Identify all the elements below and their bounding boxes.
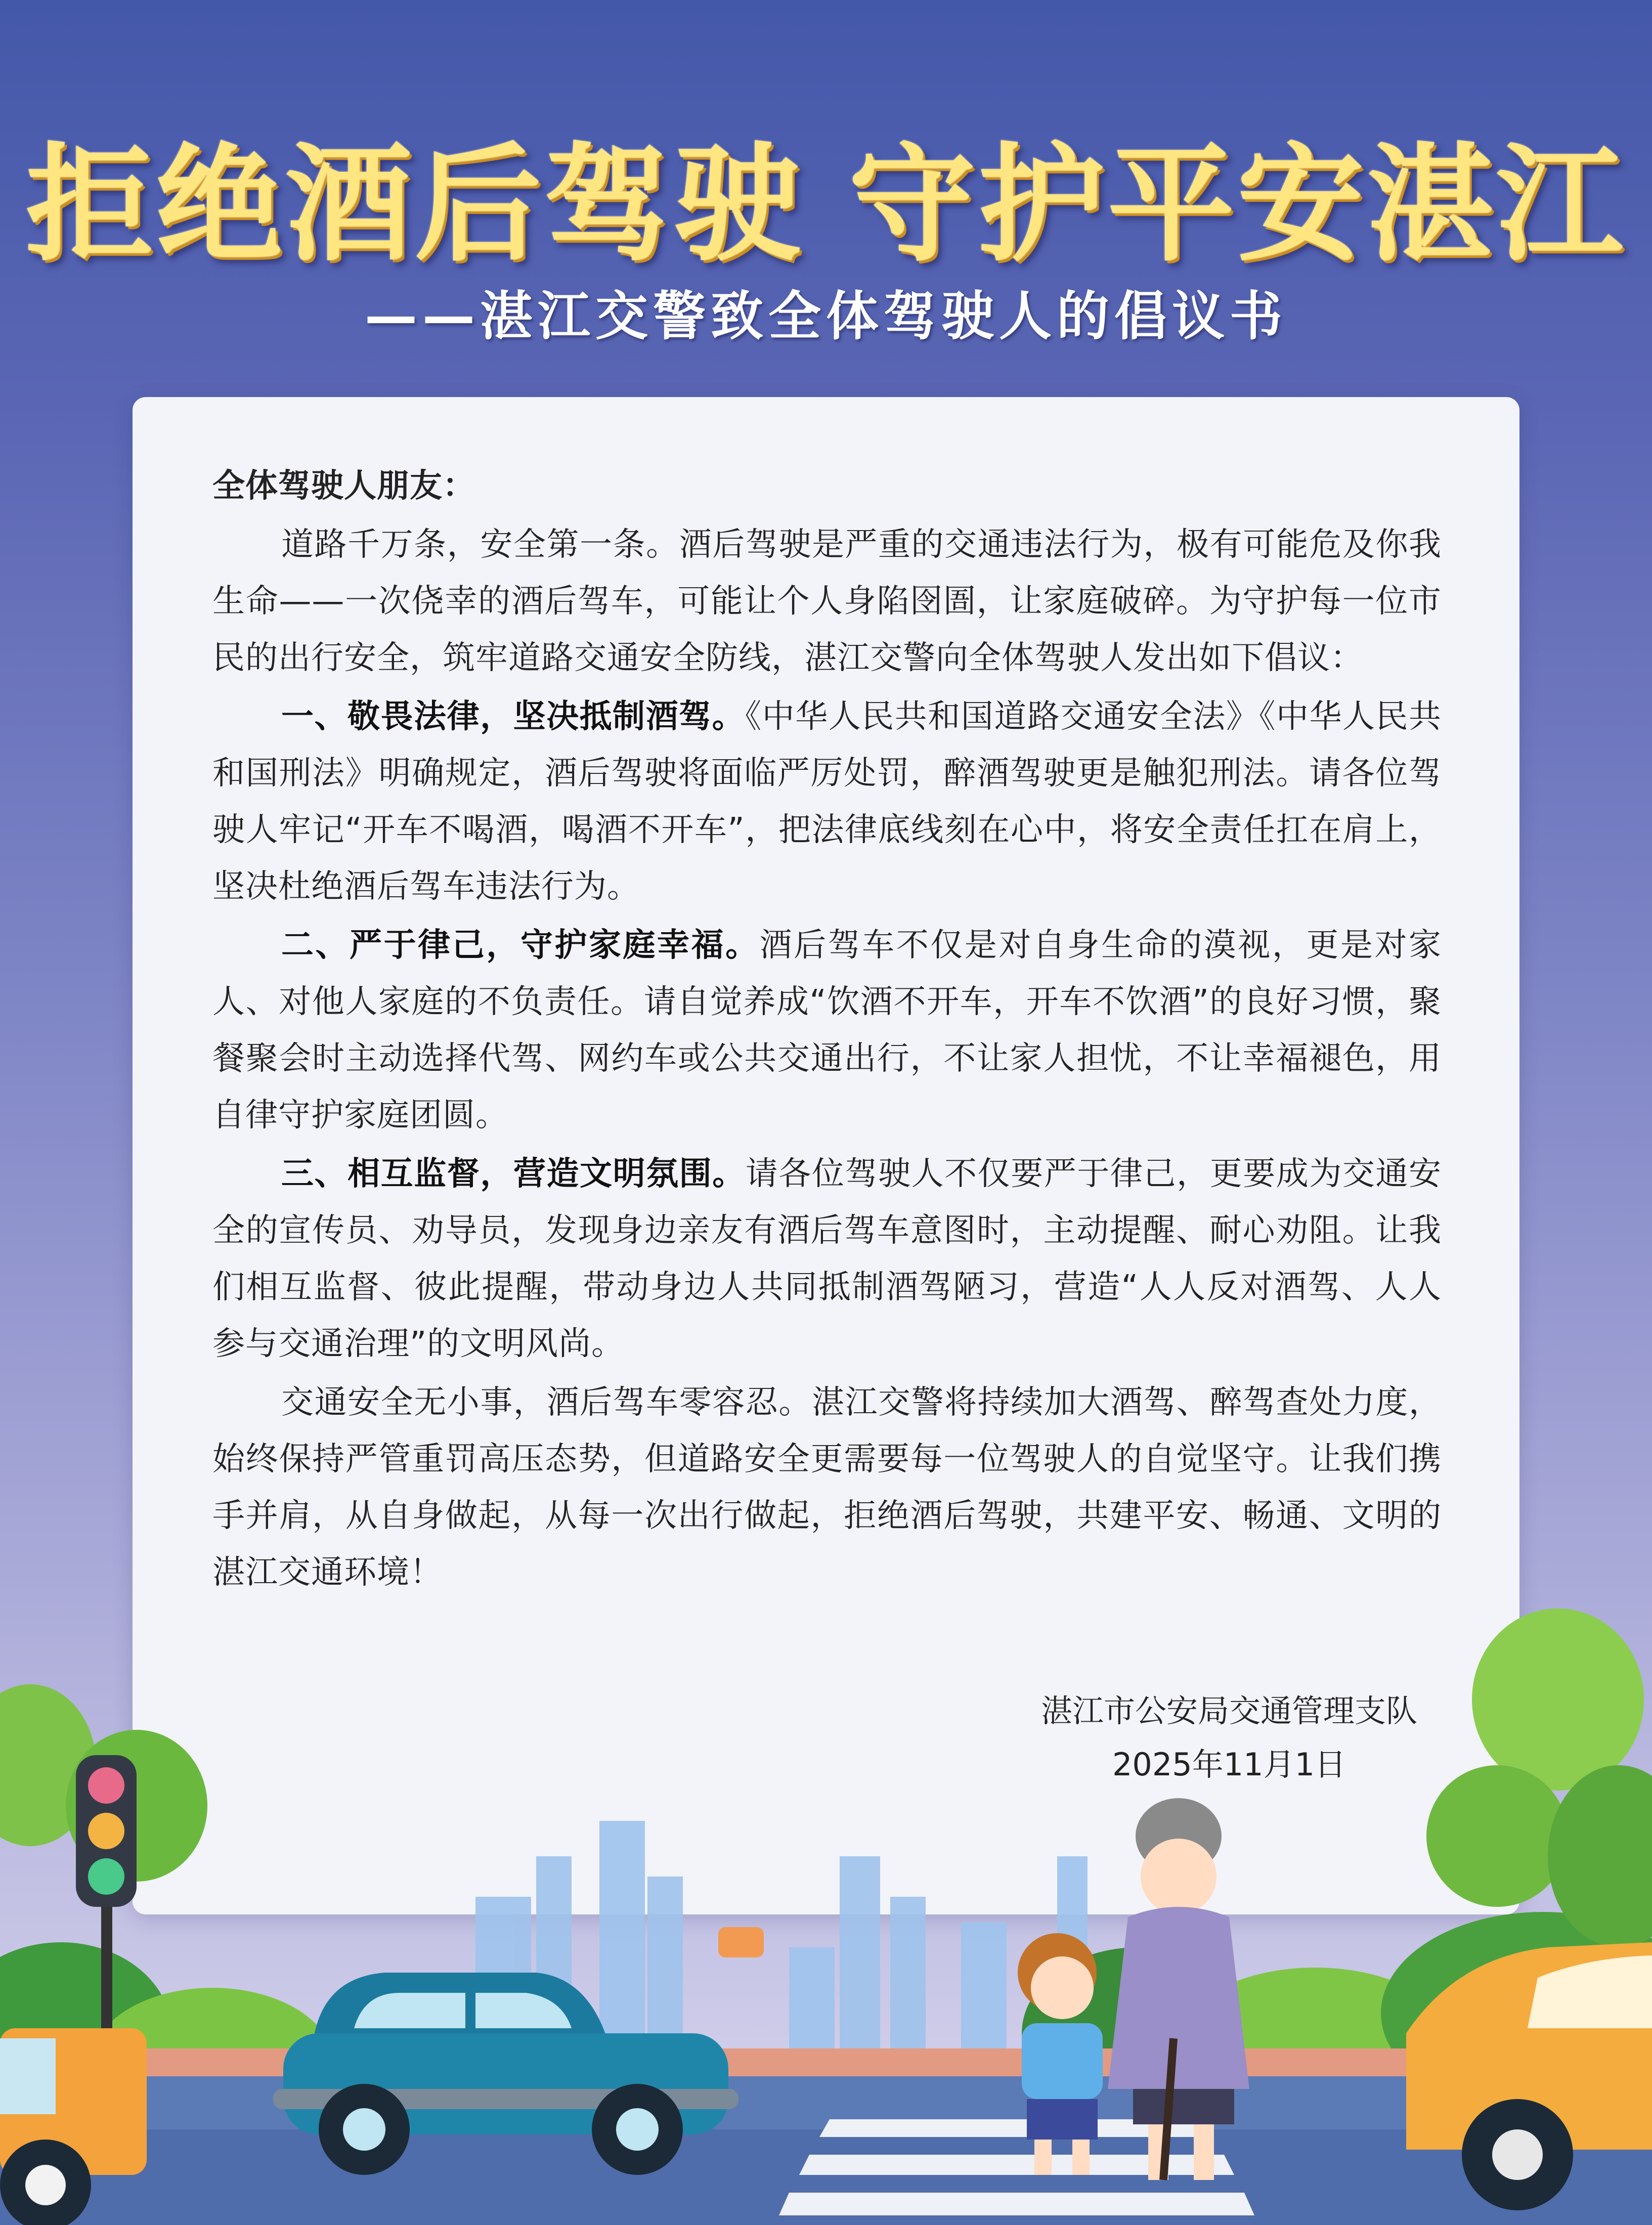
crosswalk: [779, 2119, 1254, 2215]
letter-body: [212, 458, 1442, 1603]
signature-org: 湛江市公安局交通管理支队: [1040, 1692, 1417, 1729]
title-part2: 守护平安湛江: [849, 131, 1626, 278]
point-1-heading: 一、敬畏法律，坚决抵制酒驾。: [281, 698, 746, 735]
point-3: [212, 1146, 1442, 1372]
point-3-heading: 三、相互监督，营造文明氛围。: [281, 1155, 746, 1193]
greeting: 全体驾驶人朋友：: [212, 467, 475, 505]
point-1: [212, 688, 1442, 915]
poster-subtitle: ——湛江交警致全体驾驶人的倡议书: [364, 285, 1287, 347]
point-3-text: 请各位驾驶人不仅要严于律己，更要成为交通安全的宣传员、劝导员，发现身边亲友有酒后驾车意图时，主动提醒、耐心劝阻。让我们相互监督、彼此提醒，带动身边人共同抵制酒驾陋习，营造“人人反对酒驾、人人参与交通治理”的文明风尚。: [212, 1155, 1442, 1363]
point-2: [212, 917, 1442, 1144]
sidewalk: [0, 2048, 1652, 2076]
poster-title: [0, 129, 1652, 281]
street-scene-illustration: [0, 1593, 1652, 2225]
orange-building: [718, 1927, 764, 1957]
closing-paragraph: 交通安全无小事，酒后驾车零容忍。湛江交警将持续加大酒驾、醉驾查处力度，始终保持严管重罚高压态势，但道路安全更需要每一位驾驶人的自觉坚守。让我们携手并肩，从自身做起，从每一次出行做起，拒绝酒后驾驶，共建平安、畅通、文明的湛江交通环境！: [212, 1384, 1442, 1591]
point-2-heading: 二、严于律己，守护家庭幸福。: [281, 927, 760, 964]
round-trees: [0, 1608, 1652, 1947]
title-part1: 拒绝酒后驾驶: [26, 131, 803, 278]
signature-date: 2025年11月1日: [1112, 1746, 1346, 1783]
point-2-text: 酒后驾车不仅是对自身生命的漠视，更是对家人、对他人家庭的不负责任。请自觉养成“饮酒不开车，开车不饮酒”的良好习惯，聚餐聚会时主动选择代驾、网约车或公共交通出行，不让家人担忧，不让幸福褪色，用自律守护家庭团圆。: [212, 927, 1442, 1134]
intro-paragraph: 道路千万条，安全第一条。酒后驾驶是严重的交通违法行为，极有可能危及你我生命——一次侥幸的酒后驾车，可能让个人身陷囹圄，让家庭破碎。为守护每一位市民的出行安全，筑牢道路交通安全防线，湛江交警向全体驾驶人发出如下倡议：: [212, 526, 1442, 677]
point-1-text: 《中华人民共和国道路交通安全法》《中华人民共和国刑法》明确规定，酒后驾驶将面临严厉处罚，醉酒驾驶更是触犯刑法。请各位驾驶人牢记“开车不喝酒，喝酒不开车”，把法律底线刻在心中，将安全责任扛在肩上，坚决杜绝酒后驾车违法行为。: [212, 698, 1442, 905]
child-figure: [1018, 1933, 1103, 2175]
